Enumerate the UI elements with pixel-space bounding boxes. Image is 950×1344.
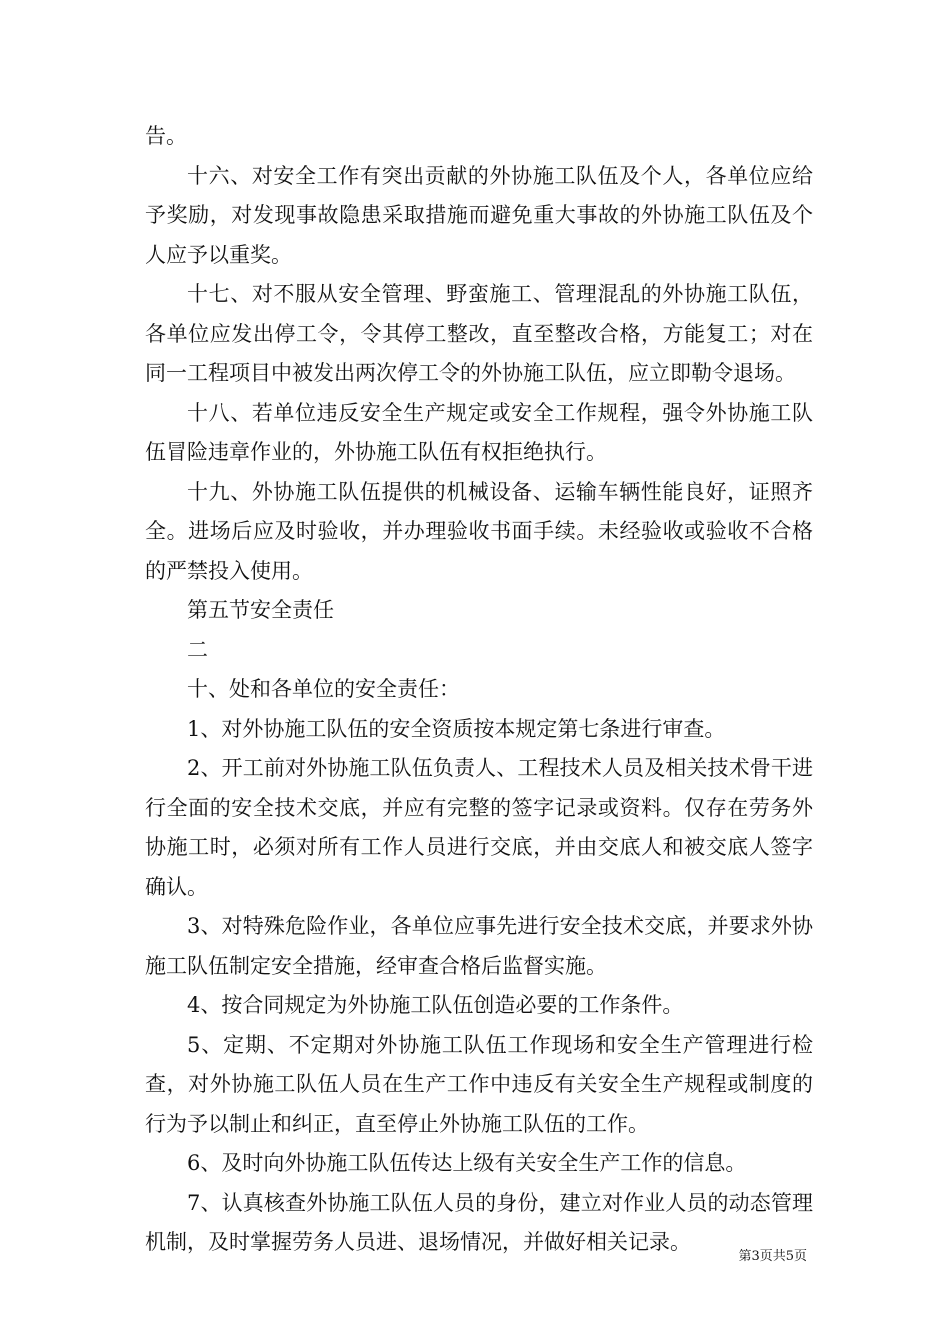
paragraph-fragment: 二 <box>187 637 208 662</box>
section-heading: 第五节安全责任 <box>187 598 334 622</box>
list-item-3: 3、对特殊危险作业，各单位应事先进行安全技术交底，并要求外协施工队伍制定安全措施，经审查合格后监督实施。 <box>145 914 813 978</box>
paragraph-article-19: 十九、外协施工队伍提供的机械设备、运输车辆性能良好，证照齐全。进场后应及时验收，并办理验收书面手续。未经验收或验收不合格的严禁投入使用。 <box>145 479 813 583</box>
list-item-5: 5、定期、不定期对外协施工队伍工作现场和安全生产管理进行检查，对外协施工队伍人员在生产工作中违反有关安全生产规程或制度的行为予以制止和纠正，直至停止外协施工队伍的工作。 <box>145 1032 813 1136</box>
page-number-footer: 第3页共5页 <box>738 1249 807 1264</box>
paragraph-continuation: 告。 <box>145 124 187 148</box>
paragraph-article-18: 十八、若单位违反安全生产规定或安全工作规程，强令外协施工队伍冒险违章作业的，外协施工队伍有权拒绝执行。 <box>145 400 813 464</box>
list-item-2: 2、开工前对外协施工队伍负责人、工程技术人员及相关技术骨干进行全面的安全技术交底，并应有完整的签字记录或资料。仅存在劳务外协施工时，必须对所有工作人员进行交底，并由交底人和被交底人签字确认。 <box>145 756 813 899</box>
list-item-7: 7、认真核查外协施工队伍人员的身份，建立对作业人员的动态管理机制，及时掌握劳务人员进、退场情况，并做好相关记录。 <box>145 1190 813 1254</box>
document-body <box>145 117 813 1263</box>
list-item-1: 1、对外协施工队伍的安全资质按本规定第七条进行审查。 <box>187 716 726 741</box>
paragraph-article-16: 十六、对安全工作有突出贡献的外协施工队伍及个人，各单位应给予奖励，对发现事故隐患采取措施而避免重大事故的外协施工队伍及个人应予以重奖。 <box>145 163 813 267</box>
list-item-6: 6、及时向外协施工队伍传达上级有关安全生产工作的信息。 <box>187 1151 747 1175</box>
paragraph-article-20-intro: 十、处和各单位的安全责任： <box>187 677 460 701</box>
paragraph-article-17: 十七、对不服从安全管理、野蛮施工、管理混乱的外协施工队伍，各单位应发出停工令，令其停工整改，直至整改合格，方能复工；对在同一工程项目中被发出两次停工令的外协施工队伍，应立即勒令退场。 <box>145 282 813 385</box>
list-item-4: 4、按合同规定为外协施工队伍创造必要的工作条件。 <box>187 993 684 1017</box>
